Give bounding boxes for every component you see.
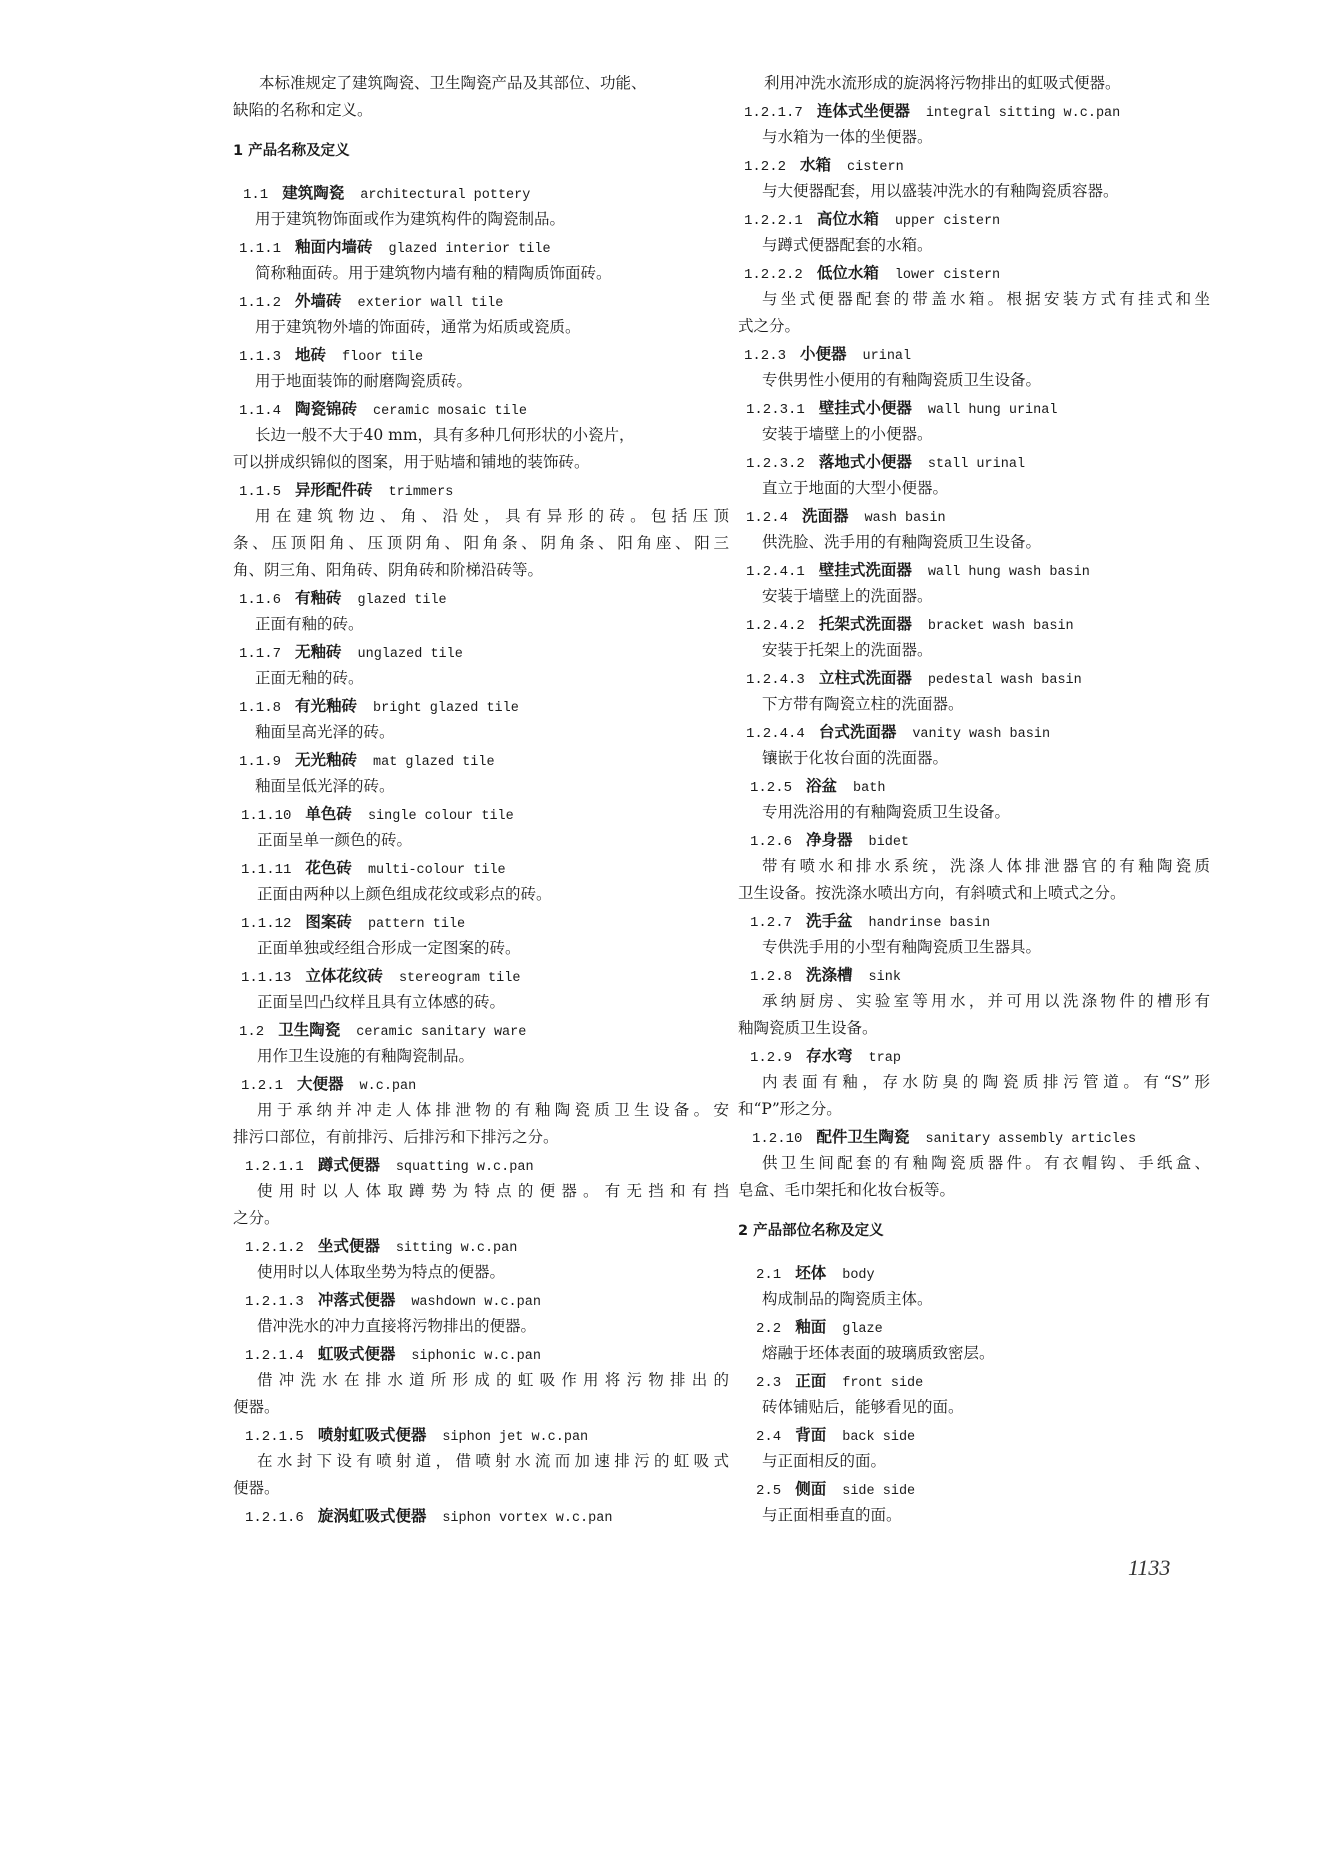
- term-entry: [233, 1502, 729, 1529]
- term-entry: [233, 962, 729, 989]
- term-entry: [233, 1151, 729, 1178]
- term-zh: 正面: [795, 1371, 827, 1390]
- definition-text: 专供洗手用的小型有釉陶瓷质卫生器具。: [762, 938, 1042, 956]
- definition-text: 正面有釉的砖。: [255, 615, 364, 633]
- definition-text: 熔融于坯体表面的玻璃质致密层。: [762, 1344, 995, 1362]
- term-entry: [738, 448, 1210, 475]
- page-number: 1133: [1128, 1555, 1171, 1580]
- term-zh: 落地式小便器: [818, 452, 912, 471]
- term-num: 1.1.10: [241, 808, 292, 824]
- term-num: 1.1.9: [239, 754, 282, 770]
- term-en: siphonic w.c.pan: [411, 1349, 541, 1364]
- definition-text: 供卫生间配套的有釉陶瓷质器件。有衣帽钩、手纸盒、: [762, 1154, 1210, 1172]
- definition-text: 专供男性小便用的有釉陶瓷质卫生设备。: [762, 371, 1042, 389]
- term-en: lower cistern: [894, 268, 1001, 283]
- definition-text: 利用冲洗水流形成的旋涡将污物排出的虹吸式便器。: [764, 74, 1121, 92]
- term-entry: [233, 233, 729, 260]
- definition-text: 专用洗浴用的有釉陶瓷质卫生设备。: [762, 803, 1011, 821]
- term-num: 1.1.12: [241, 916, 292, 932]
- term-zh: 虹吸式便器: [317, 1344, 396, 1363]
- term-en: glazed interior tile: [388, 242, 551, 257]
- term-num: 1.2.1.6: [245, 1510, 304, 1526]
- term-entry: [233, 584, 729, 611]
- term-en: stereogram tile: [398, 971, 521, 986]
- definition-text: 角、阴三角、阳角砖、阴角砖和阶梯沿砖等。: [233, 561, 544, 579]
- term-zh: 图案砖: [305, 912, 352, 931]
- term-zh: 浴盆: [806, 776, 838, 795]
- term-zh: 大便器: [297, 1074, 344, 1093]
- term-zh: 高位水箱: [816, 209, 879, 228]
- right-column: [738, 70, 1210, 1529]
- term-en: single colour tile: [367, 809, 514, 824]
- term-en: unglazed tile: [357, 647, 463, 662]
- term-entry: [738, 772, 1210, 799]
- term-en: wall hung wash basin: [927, 565, 1090, 580]
- definition-text: 内表面有釉，存水防臭的陶瓷质排污管道。有“S”形: [762, 1073, 1210, 1091]
- term-en: glaze: [842, 1322, 883, 1337]
- term-en: pattern tile: [367, 917, 466, 932]
- term-en: handrinse basin: [868, 916, 991, 931]
- term-num: 1.1.6: [239, 592, 282, 608]
- definition-text: 与水箱为一体的坐便器。: [762, 128, 933, 146]
- section-heading: 1 产品名称及定义: [233, 143, 350, 159]
- term-entry: [738, 907, 1210, 934]
- term-num: 1.1.3: [239, 349, 282, 365]
- left-column: [233, 70, 729, 1529]
- definition-text: 用于承纳并冲走人体排泄物的有釉陶瓷质卫生设备。安: [257, 1101, 729, 1119]
- term-zh: 无釉砖: [295, 642, 342, 661]
- section-heading: 2 产品部位名称及定义: [738, 1223, 884, 1239]
- term-entry: [738, 826, 1210, 853]
- term-num: 1.1.4: [239, 403, 282, 419]
- definition-text: 便器。: [233, 1398, 280, 1416]
- definition-text: 安装于墙壁上的小便器。: [762, 425, 933, 443]
- term-zh: 有光釉砖: [295, 696, 358, 715]
- definition-text: 釉面呈高光泽的砖。: [255, 723, 395, 741]
- term-zh: 釉面: [795, 1317, 827, 1336]
- term-entry: [233, 1070, 729, 1097]
- term-num: 1.2.3: [744, 348, 787, 364]
- term-zh: 地砖: [295, 345, 327, 364]
- term-entry: [738, 151, 1210, 178]
- term-entry: [738, 340, 1210, 367]
- term-zh: 蹲式便器: [317, 1155, 380, 1174]
- term-zh: 陶瓷锦砖: [295, 399, 358, 418]
- term-entry: [738, 97, 1210, 124]
- term-num: 1.2.3.1: [746, 402, 805, 418]
- term-en: ceramic sanitary ware: [356, 1025, 527, 1040]
- term-en: bidet: [868, 835, 910, 850]
- term-entry: [233, 476, 729, 503]
- term-en: urinal: [862, 349, 912, 364]
- definition-text: 使用时以人体取蹲势为特点的便器。有无挡和有挡: [257, 1182, 729, 1200]
- term-entry: [233, 1421, 729, 1448]
- term-zh: 花色砖: [305, 858, 352, 877]
- definition-text: 便器。: [233, 1479, 280, 1497]
- term-zh: 托架式洗面器: [818, 614, 912, 633]
- term-num: 2.4: [756, 1429, 782, 1445]
- definition-text: 与正面相反的面。: [762, 1452, 887, 1470]
- term-en: stall urinal: [927, 457, 1026, 472]
- definition-text: 带有喷水和排水系统，洗涤人体排泄器官的有釉陶瓷质: [762, 857, 1210, 875]
- term-en: side side: [842, 1484, 916, 1499]
- term-zh: 洗面器: [802, 506, 849, 525]
- term-en: bracket wash basin: [927, 619, 1074, 634]
- term-num: 1.2.1: [241, 1078, 284, 1094]
- term-entry: [738, 1123, 1210, 1150]
- definition-text: 排污口部位，有前排污、后排污和下排污之分。: [233, 1128, 559, 1146]
- term-entry: [738, 1475, 1210, 1502]
- term-zh: 坐式便器: [317, 1236, 380, 1255]
- term-en: multi-colour tile: [367, 863, 506, 878]
- term-en: wash basin: [864, 511, 946, 526]
- term-en: w.c.pan: [359, 1079, 417, 1094]
- definition-text: 正面无釉的砖。: [255, 669, 364, 687]
- definition-text: 承纳厨房、实验室等用水，并可用以洗涤物件的槽形有: [762, 992, 1210, 1010]
- term-num: 1.1.11: [241, 862, 292, 878]
- term-en: integral sitting w.c.pan: [925, 106, 1121, 121]
- definition-text: 与正面相垂直的面。: [762, 1506, 902, 1524]
- term-entry: [233, 800, 729, 827]
- term-entry: [738, 394, 1210, 421]
- term-zh: 净身器: [806, 830, 853, 849]
- definition-text: 砖体铺贴后，能够看见的面。: [762, 1398, 964, 1416]
- definition-text: 直立于地面的大型小便器。: [762, 479, 949, 497]
- term-en: glazed tile: [357, 593, 447, 608]
- term-zh: 釉面内墙砖: [295, 237, 373, 256]
- definition-text: 与坐式便器配套的带盖水箱。根据安装方式有挂式和坐: [762, 290, 1210, 308]
- term-en: sanitary assembly articles: [925, 1132, 1137, 1147]
- term-entry: [233, 287, 729, 314]
- term-en: mat glazed tile: [373, 755, 495, 770]
- term-entry: [233, 341, 729, 368]
- spacer: [233, 124, 729, 138]
- term-zh: 背面: [795, 1425, 827, 1444]
- term-zh: 配件卫生陶瓷: [816, 1127, 910, 1146]
- definition-text: 简称釉面砖。用于建筑物内墙有釉的精陶质饰面砖。: [255, 264, 612, 282]
- term-zh: 壁挂式小便器: [818, 398, 912, 417]
- definition-text: 正面单独或经组合形成一定图案的砖。: [257, 939, 521, 957]
- term-num: 1.2.3.2: [746, 456, 805, 472]
- term-en: front side: [842, 1376, 924, 1391]
- definition-text: 镶嵌于化妆台面的洗面器。: [762, 749, 949, 767]
- definition-text: 皂盒、毛巾架托和化妆台板等。: [738, 1181, 956, 1199]
- term-num: 2.3: [756, 1375, 782, 1391]
- definition-text: 之分。: [233, 1209, 280, 1227]
- definition-text: 构成制品的陶瓷质主体。: [762, 1290, 933, 1308]
- definition-text: 与大便器配套，用以盛装冲洗水的有釉陶瓷质容器。: [762, 182, 1119, 200]
- term-zh: 连体式坐便器: [816, 101, 910, 120]
- spacer: [738, 1245, 1210, 1259]
- definition-text: 长边一般不大于40 mm，具有多种几何形状的小瓷片，: [255, 426, 635, 444]
- term-zh: 外墙砖: [295, 291, 342, 310]
- term-num: 1.2.1.1: [245, 1159, 304, 1175]
- term-num: 1.2.1.2: [245, 1240, 304, 1256]
- term-zh: 台式洗面器: [818, 722, 897, 741]
- term-zh: 旋涡虹吸式便器: [317, 1506, 427, 1525]
- term-num: 1.2.1.4: [245, 1348, 304, 1364]
- term-zh: 水箱: [800, 155, 832, 174]
- term-entry: [738, 1042, 1210, 1069]
- term-en: sitting w.c.pan: [395, 1241, 518, 1256]
- term-en: back side: [842, 1430, 916, 1445]
- term-num: 1.2.4.2: [746, 618, 805, 634]
- term-zh: 无光釉砖: [295, 750, 358, 769]
- term-zh: 单色砖: [305, 804, 352, 823]
- term-en: sink: [868, 970, 901, 985]
- term-entry: [738, 259, 1210, 286]
- term-en: ceramic mosaic tile: [373, 404, 527, 419]
- term-entry: [233, 638, 729, 665]
- term-zh: 洗手盆: [806, 911, 853, 930]
- term-zh: 有釉砖: [295, 588, 342, 607]
- definition-text: 供洗脸、洗手用的有釉陶瓷质卫生设备。: [762, 533, 1042, 551]
- term-num: 1.2.4.1: [746, 564, 805, 580]
- term-en: body: [842, 1268, 875, 1283]
- term-en: squatting w.c.pan: [395, 1160, 534, 1175]
- term-en: wall hung urinal: [927, 403, 1058, 418]
- term-num: 1.2.7: [750, 915, 793, 931]
- definition-text: 本标准规定了建筑陶瓷、卫生陶瓷产品及其部位、功能、: [259, 74, 647, 92]
- term-en: bath: [853, 781, 886, 796]
- definition-text: 釉陶瓷质卫生设备。: [738, 1019, 878, 1037]
- term-zh: 异形配件砖: [295, 480, 373, 499]
- term-zh: 侧面: [795, 1479, 827, 1498]
- term-num: 1.2: [239, 1024, 265, 1040]
- term-num: 1.1.7: [239, 646, 282, 662]
- term-num: 2.5: [756, 1483, 782, 1499]
- term-entry: [738, 610, 1210, 637]
- definition-text: 正面呈凹凸纹样且具有立体感的砖。: [257, 993, 506, 1011]
- term-zh: 小便器: [800, 344, 847, 363]
- term-num: 1.2.1.3: [245, 1294, 304, 1310]
- term-num: 1.1.5: [239, 484, 282, 500]
- term-entry: [738, 1421, 1210, 1448]
- term-entry: [738, 718, 1210, 745]
- term-entry: [233, 692, 729, 719]
- term-entry: [233, 746, 729, 773]
- definition-text: 与蹲式便器配套的水箱。: [762, 236, 933, 254]
- term-num: 1.2.5: [750, 780, 793, 796]
- term-en: upper cistern: [894, 214, 1001, 229]
- term-entry: [233, 179, 729, 206]
- definition-text: 正面呈单一颜色的砖。: [257, 831, 413, 849]
- definition-text: 式之分。: [738, 317, 801, 335]
- term-zh: 立柱式洗面器: [818, 668, 912, 687]
- definition-text: 安装于墙壁上的洗面器。: [762, 587, 933, 605]
- term-en: trap: [868, 1051, 901, 1066]
- term-entry: [233, 908, 729, 935]
- term-zh: 立体花纹砖: [305, 966, 383, 985]
- term-num: 1.1.13: [241, 970, 292, 986]
- definition-text: 借冲洗水的冲力直接将污物排出的便器。: [257, 1317, 537, 1335]
- term-entry: [738, 961, 1210, 988]
- term-num: 1.1.2: [239, 295, 282, 311]
- term-en: siphon vortex w.c.pan: [442, 1511, 613, 1526]
- definition-text: 使用时以人体取坐势为特点的便器。: [257, 1263, 506, 1281]
- definition-text: 安装于托架上的洗面器。: [762, 641, 933, 659]
- term-num: 1.2.8: [750, 969, 793, 985]
- term-zh: 冲落式便器: [317, 1290, 396, 1309]
- definition-text: 釉面呈低光泽的砖。: [255, 777, 395, 795]
- term-en: siphon jet w.c.pan: [442, 1430, 589, 1445]
- term-num: 2.1: [756, 1267, 782, 1283]
- term-entry: [738, 1367, 1210, 1394]
- term-num: 1.2.6: [750, 834, 793, 850]
- definition-text: 卫生设备。按洗涤水喷出方向，有斜喷式和上喷式之分。: [738, 884, 1126, 902]
- term-zh: 喷射虹吸式便器: [317, 1425, 427, 1444]
- term-en: floor tile: [342, 350, 424, 365]
- term-entry: [738, 1259, 1210, 1286]
- term-entry: [233, 1232, 729, 1259]
- definition-text: 用于地面装饰的耐磨陶瓷质砖。: [255, 372, 473, 390]
- term-entry: [738, 664, 1210, 691]
- term-entry: [233, 1016, 729, 1043]
- term-entry: [738, 502, 1210, 529]
- definition-text: 用于建筑物饰面或作为建筑构件的陶瓷制品。: [255, 210, 566, 228]
- definition-text: 正面由两种以上颜色组成花纹或彩点的砖。: [257, 885, 552, 903]
- term-num: 1.2.1.5: [245, 1429, 304, 1445]
- term-en: washdown w.c.pan: [411, 1295, 541, 1310]
- term-en: architectural pottery: [360, 188, 531, 203]
- term-zh: 坯体: [795, 1263, 827, 1282]
- term-en: exterior wall tile: [357, 296, 504, 311]
- term-zh: 低位水箱: [816, 263, 879, 282]
- term-zh: 建筑陶瓷: [282, 183, 345, 202]
- term-num: 1.2.2.1: [744, 213, 803, 229]
- term-entry: [738, 556, 1210, 583]
- term-zh: 壁挂式洗面器: [818, 560, 912, 579]
- term-zh: 洗涤槽: [806, 965, 853, 984]
- definition-text: 缺陷的名称和定义。: [233, 101, 373, 119]
- term-num: 1.2.9: [750, 1050, 793, 1066]
- term-num: 1.1.1: [239, 241, 282, 257]
- term-entry: [738, 205, 1210, 232]
- definition-text: 可以拼成织锦似的图案，用于贴墙和铺地的装饰砖。: [233, 453, 590, 471]
- term-num: 1.2.10: [752, 1131, 803, 1147]
- term-num: 1.2.4.4: [746, 726, 805, 742]
- term-en: trimmers: [388, 485, 454, 500]
- definition-text: 用作卫生设施的有釉陶瓷制品。: [257, 1047, 475, 1065]
- term-num: 1.2.2: [744, 159, 787, 175]
- term-en: cistern: [847, 160, 904, 175]
- definition-text: 在水封下设有喷射道，借喷射水流而加速排污的虹吸式: [257, 1452, 729, 1470]
- term-entry: [738, 1313, 1210, 1340]
- term-num: 2.2: [756, 1321, 782, 1337]
- definition-text: 条、压顶阳角、压顶阴角、阳角条、阴角条、阳角座、阳三: [233, 534, 729, 552]
- term-entry: [233, 854, 729, 881]
- term-zh: 卫生陶瓷: [278, 1020, 341, 1039]
- term-en: vanity wash basin: [912, 727, 1051, 742]
- term-en: bright glazed tile: [373, 701, 519, 716]
- definition-text: 用在建筑物边、角、沿处，具有异形的砖。包括压顶: [255, 507, 729, 525]
- term-entry: [233, 1286, 729, 1313]
- definition-text: 借冲洗水在排水道所形成的虹吸作用将污物排出的: [257, 1371, 729, 1389]
- term-num: 1.1.8: [239, 700, 282, 716]
- spacer: [738, 1204, 1210, 1218]
- definition-text: 用于建筑物外墙的饰面砖，通常为炻质或瓷质。: [255, 318, 581, 336]
- definition-text: 下方带有陶瓷立柱的洗面器。: [762, 695, 964, 713]
- term-zh: 存水弯: [806, 1046, 853, 1065]
- term-entry: [233, 1340, 729, 1367]
- term-en: pedestal wash basin: [927, 673, 1082, 688]
- term-num: 1.2.4: [746, 510, 789, 526]
- term-entry: [233, 395, 729, 422]
- spacer: [233, 165, 729, 179]
- term-num: 1.2.2.2: [744, 267, 803, 283]
- term-num: 1.1: [243, 187, 269, 203]
- definition-text: 和“P”形之分。: [738, 1100, 842, 1118]
- term-num: 1.2.1.7: [744, 105, 803, 121]
- term-num: 1.2.4.3: [746, 672, 805, 688]
